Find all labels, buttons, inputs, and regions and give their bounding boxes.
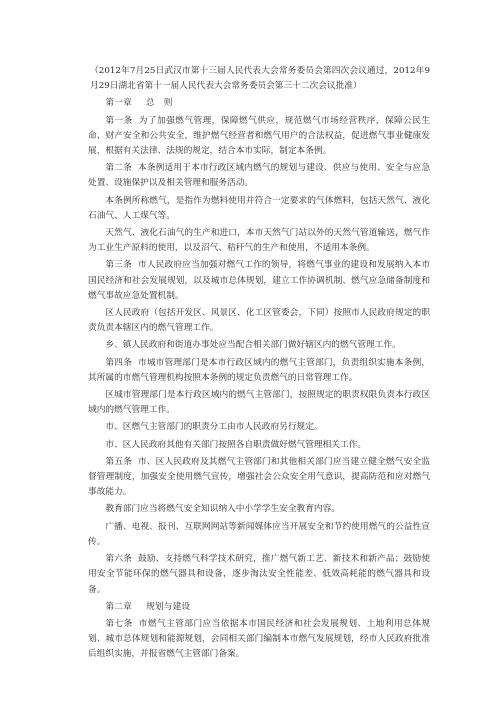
article-paragraph (88, 114, 430, 160)
paragraph-text: 为了加强燃气管理，保障燃气供应，规范燃气市场经营秩序，保障公民生命、财产安全和公共安全，维护燃气经营者和燃气用户的合法权益，促进燃气事业健康发展，根据有关法律、法规的规定，结合本市实际，制定本条例。 (88, 115, 431, 157)
article-paragraph (88, 455, 430, 501)
body-paragraph (88, 194, 430, 224)
body-paragraph (88, 420, 430, 435)
body-paragraph (88, 226, 430, 256)
paragraph-text: 天然气、液化石油气的生产和进口，本市天然气门站以外的天然气管道输送，燃气作为工业生产原料的使用，以及沼气、秸秆气的生产和使用，不适用本条例。 (88, 228, 430, 254)
paragraph-text: （2012年7月25日武汉市第十三届人民代表大会常务委员会第四次会议通过，2012年9月29日湖北省第十一届人民代表大会常务委员会第三十二次会议批准） (90, 66, 430, 92)
body-paragraph (88, 438, 430, 453)
body-paragraph (88, 502, 430, 517)
article-paragraph (88, 617, 430, 663)
chapter-title: 规划与建设 (145, 601, 191, 612)
paragraph-text: 本条例适用于本市行政区域内燃气的规划与建设、供应与使用、安全与应急处置、设施保护以及相关管理和服务活动。 (88, 163, 431, 189)
article-label: 第六条 (105, 554, 132, 565)
paragraph-text: 市、区人民政府其他有关部门按照各自职责做好燃气管理相关工作。 (105, 439, 367, 450)
paragraph-text: 乡、镇人民政府和街道办事处应当配合相关部门做好辖区内的燃气管理工作。 (105, 340, 401, 351)
article-paragraph (88, 356, 430, 386)
body-paragraph (88, 306, 430, 336)
chapter-heading (88, 600, 430, 615)
paragraph-text: 广播、电视、报刊、互联网网站等新闻媒体应当开展安全和节约使用燃气的公益性宣传。 (88, 521, 430, 547)
article-label: 第三条 (105, 260, 132, 271)
chapter-label: 第二章 (105, 601, 132, 612)
preamble-note (88, 64, 430, 94)
paragraph-text: 市燃气主管部门应当依据本市国民经济和社会发展规划、土地利用总体规划、城市总体规划和能源规划，会同相关部门编制本市燃气发展规划，经市人民政府批准后组织实施，并报省燃气主管部门备案。 (88, 618, 431, 660)
body-paragraph (88, 388, 430, 418)
article-paragraph (88, 258, 430, 304)
chapter-heading (88, 96, 430, 111)
paragraph-text: 鼓励、支持燃气科学技术研究，推广燃气新工艺、新技术和新产品；鼓励使用安全节能环保的燃气器具和设备，逐步淘汰安全性能差、低效高耗能的燃气器具和设备。 (88, 554, 431, 595)
article-label: 第四条 (105, 357, 132, 368)
article-label: 第五条 (105, 456, 132, 467)
article-label: 第一条 (105, 115, 133, 126)
paragraph-text: 市、区燃气主管部门的职责分工由市人民政府另行规定。 (105, 422, 323, 433)
paragraph-text: 市城市管理部门是本市行政区域内的燃气主管部门，负责组织实施本条例，其所属的市燃气管理机构按照本条例的规定负责燃气的日常管理工作。 (88, 357, 431, 383)
paragraph-text: 市、区人民政府及其燃气主管部门和其他相关部门应当建立健全燃气安全监督管理制度，加强安全使用燃气宣传，增强社会公众安全用气意识，提高防范和应对燃气事故能力。 (88, 456, 431, 498)
article-paragraph (88, 161, 430, 191)
paragraph-text: 本条例所称燃气，是指作为燃料使用并符合一定要求的气体燃料，包括天然气、液化石油气、人工煤气等。 (88, 195, 430, 221)
article-label: 第二条 (105, 163, 132, 174)
article-label: 第七条 (105, 618, 133, 629)
article-paragraph (88, 552, 430, 598)
paragraph-text: 区城市管理部门是本行政区域内的燃气主管部门，按照规定的职责权限负责本行政区域内的燃气管理工作。 (88, 390, 430, 416)
body-paragraph (88, 338, 430, 353)
paragraph-text: 教育部门应当将燃气安全知识纳入中小学学生安全教育内容。 (105, 504, 340, 515)
paragraph-text: 区人民政府（包括开发区、风景区、化工区管委会，下同）按照市人民政府规定的职责负责本辖区内的燃气管理工作。 (88, 308, 430, 334)
chapter-title: 总 则 (145, 98, 173, 109)
paragraph-text: 市人民政府应当加强对燃气工作的领导，将燃气事业的建设和发展纳入本市国民经济和社会发展规划，以及城市总体规划，建立工作协调机制、燃气应急储备制度和燃气事故应急处置机制。 (88, 260, 431, 301)
body-paragraph (88, 520, 430, 550)
chapter-label: 第一章 (105, 98, 132, 109)
